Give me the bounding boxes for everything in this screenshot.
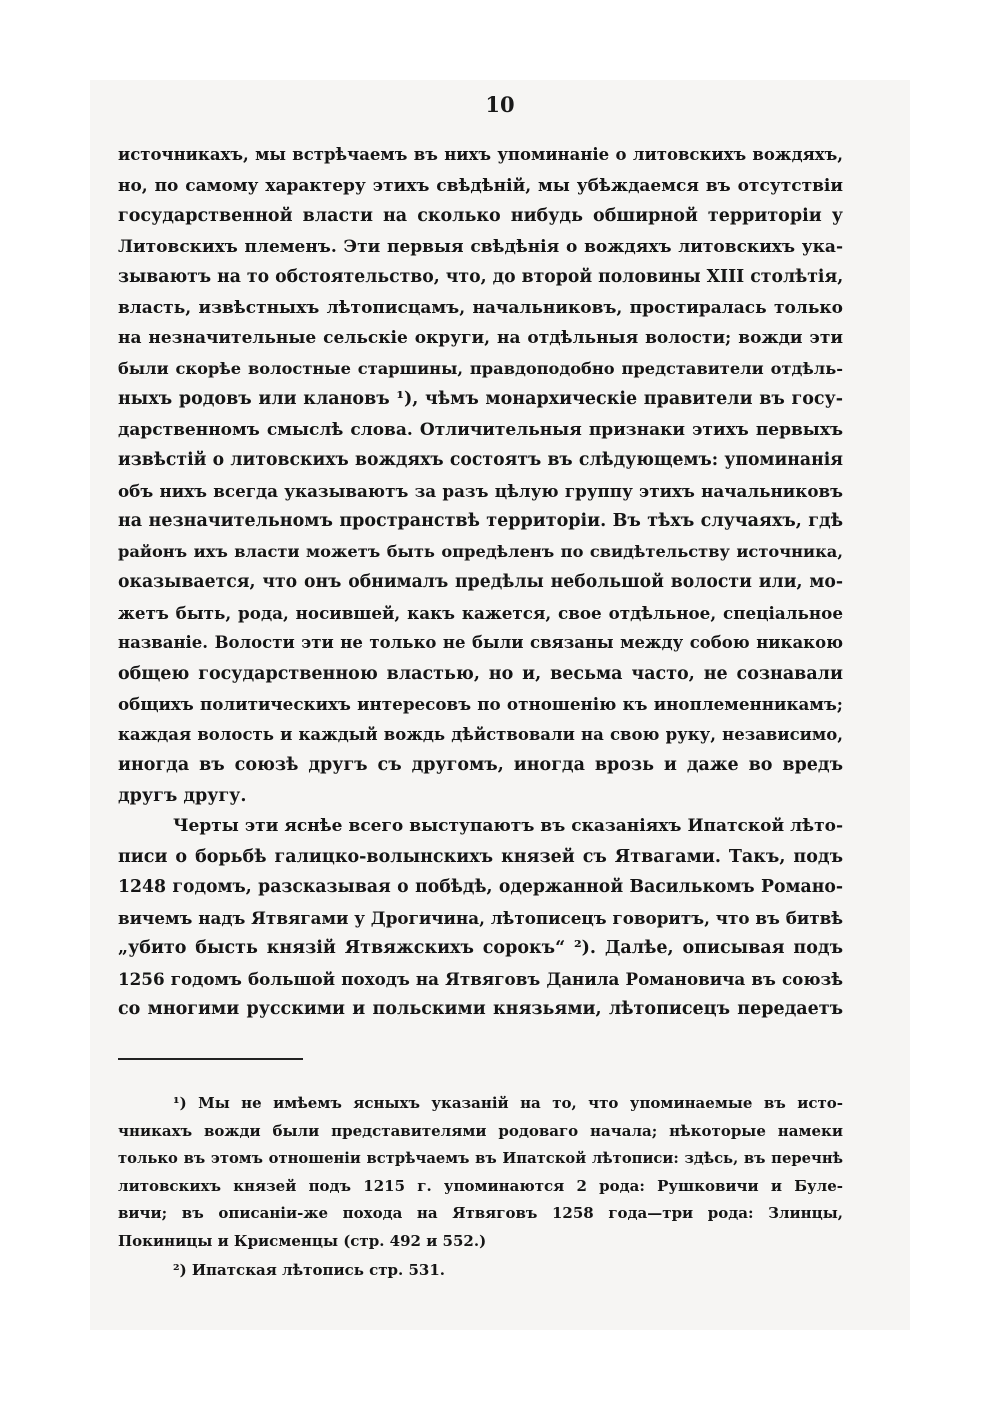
- text-line: жетъ быть, рода, носившей, какъ кажется, свое отдѣльное, спеціальное: [118, 602, 843, 623]
- text-line: власть, извѣстныхъ лѣтописцамъ, начальниковъ, простиралась только: [118, 297, 843, 318]
- footnote-1-line: литовскихъ князей подъ 1215 г. упоминаются 2 рода: Рушковичи и Буле-: [118, 1176, 843, 1195]
- text-line: иногда въ союзѣ другъ съ другомъ, иногда врозь и даже во вредъ: [118, 755, 843, 775]
- footnote-1-line: чникахъ вожди были представителями родоваго начала; нѣкоторые намеки: [118, 1121, 843, 1140]
- footnote-2: ²) Ипатская лѣтопись стр. 531.: [173, 1261, 445, 1279]
- text-line: источникахъ, мы встрѣчаемъ въ нихъ упоминаніе о литовскихъ вождяхъ,: [118, 145, 843, 164]
- text-line: вичемъ надъ Ятвягами у Дрогичина, лѣтописецъ говоритъ, что въ битвѣ: [118, 907, 843, 928]
- text-line: извѣстій о литовскихъ вождяхъ состоятъ въ слѣдующемъ: упоминанія: [118, 450, 843, 470]
- text-line: со многими русскими и польскими князьями, лѣтописецъ передаетъ: [118, 999, 843, 1019]
- text-line: ныхъ родовъ или клановъ ¹), чѣмъ монархическіе правители въ госу-: [118, 389, 843, 409]
- text-line: были скорѣе волостные старшины, правдоподобно представители отдѣль-: [118, 358, 843, 378]
- footnote-1-line: Покиницы и Крисменцы (стр. 492 и 552.): [118, 1231, 487, 1250]
- text-line: 1248 годомъ, разсказывая о побѣдѣ, одержанной Василькомъ Романо-: [118, 877, 843, 897]
- footnote-1-line: ¹) Мы не имѣемъ ясныхъ указаній на то, что упоминаемые въ исто-: [173, 1094, 843, 1112]
- page-number: 10: [485, 92, 515, 117]
- footnote-1-line: только въ этомъ отношеніи встрѣчаемъ въ Ипатской лѣтописи: здѣсь, въ перечнѣ: [118, 1150, 843, 1167]
- text-line: Литовскихъ племенъ. Эти первыя свѣдѣнія о вождяхъ литовскихъ ука-: [118, 236, 843, 257]
- footnotes: [118, 1090, 843, 1285]
- text-line: писи о борьбѣ галицко-волынскихъ князей съ Ятвагами. Такъ, подъ: [118, 846, 843, 867]
- text-line: оказывается, что онъ обнималъ предѣлы небольшой волости или, мо-: [118, 572, 843, 592]
- text-line: но, по самому характеру этихъ свѣдѣній, мы убѣждаемся въ отсутствіи: [118, 175, 843, 196]
- text-line: общихъ политическихъ интересовъ по отношенію къ иноплеменникамъ;: [118, 694, 843, 714]
- text-line: другъ другу.: [118, 785, 247, 806]
- text-line: общею государственною властью, но и, весьма часто, не сознавали: [118, 663, 843, 684]
- text-line: зываютъ на то обстоятельство, что, до второй половины XIII столѣтія,: [118, 267, 843, 287]
- paragraph-start-line: Черты эти яснѣе всего выступаютъ въ сказаніяхъ Ипатской лѣто-: [173, 816, 843, 836]
- text-line: каждая волость и каждый вождь дѣйствовали на свою руку, независимо,: [118, 724, 843, 744]
- text-line: „убито бысть князій Ятвяжскихъ сорокъ“ ²). Далѣе, описывая подъ: [118, 938, 843, 958]
- text-line: на незначительные сельскіе округи, на отдѣльныя волости; вожди эти: [118, 328, 843, 348]
- footnote-separator: [118, 1058, 303, 1060]
- text-line: объ нихъ всегда указываютъ за разъ цѣлую группу этихъ начальниковъ: [118, 480, 843, 501]
- text-line: государственной власти на сколько нибудь обширной территоріи у: [118, 206, 843, 226]
- text-line: 1256 годомъ большой походъ на Ятвяговъ Данила Романовича въ союзѣ: [118, 968, 843, 989]
- main-text: [118, 140, 843, 1025]
- text-line: названіе. Волости эти не только не были связаны между собою никакою: [118, 633, 843, 652]
- text-line: на незначительномъ пространствѣ территоріи. Въ тѣхъ случаяхъ, гдѣ: [118, 511, 843, 531]
- text-line: районъ ихъ власти можетъ быть опредѣленъ по свидѣтельству источника,: [118, 541, 843, 561]
- text-line: дарственномъ смыслѣ слова. Отличительныя признаки этихъ первыхъ: [118, 419, 843, 440]
- footnote-1-line: вичи; въ описаніи-же похода на Ятвяговъ 1258 года—три рода: Злинцы,: [118, 1204, 843, 1222]
